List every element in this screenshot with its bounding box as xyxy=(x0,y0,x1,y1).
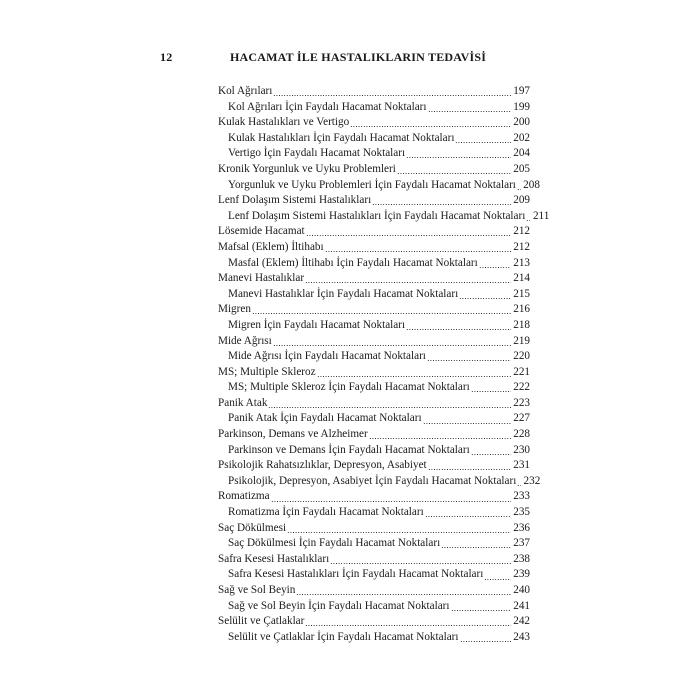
dot-leader xyxy=(252,313,511,314)
toc-subentry[interactable] xyxy=(218,131,530,147)
dot-leader xyxy=(451,610,511,611)
running-title: HACAMAT İLE HASTALIKLARIN TEDAVİSİ xyxy=(230,50,487,64)
toc-page-number: 227 xyxy=(513,412,530,425)
toc-page-number: 239 xyxy=(513,568,530,581)
dot-leader xyxy=(296,594,511,595)
toc-entry[interactable] xyxy=(218,224,530,240)
toc-entry[interactable] xyxy=(218,334,530,350)
toc-entry-title: Mide Ağrısı xyxy=(218,334,272,347)
toc-entry-title: Kol Ağrıları xyxy=(218,85,273,97)
toc-entry-title: Panik Atak İçin Faydalı Hacamat Noktaları xyxy=(228,412,422,425)
toc-entry-title: Panik Atak xyxy=(218,396,268,409)
toc-subentry[interactable] xyxy=(218,100,530,116)
toc-page-number: 199 xyxy=(513,100,530,113)
toc-entry-title: Mafsal (Eklem) İltihabı xyxy=(218,240,324,253)
toc-subentry[interactable] xyxy=(218,474,541,490)
dot-leader xyxy=(471,454,511,455)
dot-leader xyxy=(305,282,511,283)
toc-entry-title: Mide Ağrısı İçin Faydalı Hacamat Noktaları xyxy=(228,350,426,363)
dot-leader xyxy=(350,126,511,127)
toc-entry-title: Kulak Hastalıkları ve Vertigo xyxy=(218,116,350,129)
toc-subentry[interactable] xyxy=(218,505,530,521)
toc-entry-title: Masfal (Eklem) İltihabı İçin Faydalı Hacamat Noktaları xyxy=(228,256,478,269)
toc-subentry[interactable] xyxy=(218,256,530,272)
dot-leader xyxy=(526,220,530,221)
page-header xyxy=(160,50,540,70)
toc-entry-title: Safra Kesesi Hastalıkları İçin Faydalı Hacamat Noktaları xyxy=(228,568,484,581)
toc-entry-title: Sağ ve Sol Beyin xyxy=(218,584,296,596)
dot-leader xyxy=(305,625,511,626)
dot-leader xyxy=(406,329,511,330)
toc-entry-title: Sağ ve Sol Beyin İçin Faydalı Hacamat Noktaları xyxy=(228,599,450,612)
toc-page-number: 238 xyxy=(513,552,530,565)
dot-leader xyxy=(317,376,511,377)
dot-leader xyxy=(397,173,511,174)
toc-page-number: 200 xyxy=(513,116,530,129)
dot-leader xyxy=(459,298,511,299)
toc-entry[interactable] xyxy=(218,162,530,178)
toc-page-number: 212 xyxy=(513,240,530,253)
toc-subentry[interactable] xyxy=(218,349,530,365)
toc-page-number: 214 xyxy=(513,272,530,285)
toc-entry-title: Kulak Hastalıkları İçin Faydalı Hacamat Noktaları xyxy=(228,131,455,144)
toc-subentry[interactable] xyxy=(218,146,530,162)
toc-page-number: 237 xyxy=(513,537,530,550)
dot-leader xyxy=(428,469,511,470)
toc-page-number: 202 xyxy=(513,131,530,144)
dot-leader xyxy=(369,438,511,439)
toc-entry-title: Lenf Dolaşım Sistemi Hastalıkları İçin Faydalı Hacamat Noktaları xyxy=(228,209,526,222)
dot-leader xyxy=(517,485,521,486)
toc-entry[interactable] xyxy=(218,271,530,287)
dot-leader xyxy=(271,501,511,502)
toc-page-number: 236 xyxy=(513,521,530,534)
toc-entry[interactable] xyxy=(218,521,530,537)
toc-entry-title: Selülit ve Çatlaklar xyxy=(218,615,305,628)
dot-leader xyxy=(423,423,511,424)
toc-subentry[interactable] xyxy=(218,209,550,225)
dot-leader xyxy=(460,641,511,642)
toc-entry[interactable] xyxy=(218,115,530,131)
toc-entry[interactable] xyxy=(218,458,530,474)
toc-entry-title: Safra Kesesi Hastalıkları xyxy=(218,552,330,565)
toc-entry[interactable] xyxy=(218,302,530,318)
toc-page-number: 228 xyxy=(513,428,530,441)
dot-leader xyxy=(268,407,511,408)
toc-entry-title: Vertigo İçin Faydalı Hacamat Noktaları xyxy=(228,147,406,160)
toc-page-number: 212 xyxy=(513,225,530,238)
toc-page-number: 231 xyxy=(513,459,530,472)
toc-page-number: 242 xyxy=(513,615,530,628)
toc-page-number: 204 xyxy=(513,147,530,160)
dot-leader xyxy=(306,235,511,236)
dot-leader xyxy=(287,532,511,533)
toc-entry[interactable] xyxy=(218,552,530,568)
toc-page-number: 205 xyxy=(513,162,530,175)
toc-entry-title: Lenf Dolaşım Sistemi Hastalıkları xyxy=(218,194,372,207)
toc-subentry[interactable] xyxy=(218,380,530,396)
toc-entry[interactable] xyxy=(218,614,530,630)
toc-page-number: 222 xyxy=(513,381,530,394)
toc-page-number: 240 xyxy=(513,584,530,596)
dot-leader xyxy=(455,142,511,143)
toc-entry[interactable] xyxy=(218,365,530,381)
toc-entry-title: MS; Multiple Skleroz xyxy=(218,365,316,378)
toc-entry-title: Manevi Hastalıklar xyxy=(218,272,305,285)
toc-page-number: 208 xyxy=(523,178,540,191)
toc-page-number: 220 xyxy=(513,350,530,363)
toc-subentry[interactable] xyxy=(218,411,530,427)
toc-entry-title: Parkinson, Demans ve Alzheimer xyxy=(218,428,368,441)
page-number: 12 xyxy=(160,50,173,64)
toc-entry-title: Psikolojik, Depresyon, Asabiyet İçin Faydalı Hacamat Noktaları xyxy=(228,474,517,487)
toc-page-number: 223 xyxy=(513,396,530,409)
toc-entry-title: Manevi Hastalıklar İçin Faydalı Hacamat Noktaları xyxy=(228,287,459,300)
toc-entry-title: Kronik Yorgunluk ve Uyku Problemleri xyxy=(218,162,396,175)
toc-entry-title: Migren İçin Faydalı Hacamat Noktaları xyxy=(228,318,406,331)
toc-page-number: 209 xyxy=(513,194,530,207)
toc-entry-title: Romatizma xyxy=(218,490,270,503)
toc-page-number: 232 xyxy=(523,474,541,487)
toc-entry-title: Romatizma İçin Faydalı Hacamat Noktaları xyxy=(228,506,424,519)
toc-entry[interactable] xyxy=(218,84,530,100)
dot-leader xyxy=(428,111,511,112)
toc-entry-title: Kol Ağrıları İçin Faydalı Hacamat Noktaları xyxy=(228,100,427,113)
toc-entry-title: MS; Multiple Skleroz İçin Faydalı Hacamat Noktaları xyxy=(228,381,470,394)
toc-page-number: 219 xyxy=(513,334,530,347)
toc-page-number: 197 xyxy=(513,85,530,97)
toc-entry-title: Lösemide Hacamat xyxy=(218,225,305,238)
toc-entry-title: Parkinson ve Demans İçin Faydalı Hacamat Noktaları xyxy=(228,443,470,456)
toc-entry[interactable] xyxy=(218,583,530,599)
toc-entry-title: Saç Dökülmesi xyxy=(218,521,287,534)
toc-entry[interactable] xyxy=(218,240,530,256)
dot-leader xyxy=(406,157,511,158)
toc-subentry[interactable] xyxy=(218,630,530,646)
dot-leader xyxy=(325,251,511,252)
toc-entry[interactable] xyxy=(218,396,530,412)
toc-entry[interactable] xyxy=(218,489,530,505)
dot-leader xyxy=(517,189,521,190)
dot-leader xyxy=(330,563,511,564)
toc-entry-title: Psikolojik Rahatsızlıklar, Depresyon, Asabiyet xyxy=(218,459,427,472)
toc-entry-title: Saç Dökülmesi İçin Faydalı Hacamat Noktaları xyxy=(228,537,441,550)
dot-leader xyxy=(273,345,511,346)
dot-leader xyxy=(273,95,511,96)
dot-leader xyxy=(471,391,511,392)
dot-leader xyxy=(441,547,511,548)
toc-page-number: 233 xyxy=(513,490,530,503)
toc-entry-title: Migren xyxy=(218,303,251,316)
toc-page-number: 213 xyxy=(513,256,530,269)
toc-subentry[interactable] xyxy=(218,178,540,194)
toc-page-number: 211 xyxy=(532,209,550,222)
dot-leader xyxy=(372,204,511,205)
toc-page-number: 218 xyxy=(513,318,530,331)
toc-page-number: 235 xyxy=(513,506,530,519)
toc-subentry[interactable] xyxy=(218,443,530,459)
toc-page-number: 215 xyxy=(513,287,530,300)
table-of-contents xyxy=(218,84,550,645)
dot-leader xyxy=(425,516,511,517)
toc-entry[interactable] xyxy=(218,193,530,209)
dot-leader xyxy=(484,579,511,580)
toc-page-number: 241 xyxy=(513,599,530,612)
toc-page-number: 221 xyxy=(513,365,530,378)
toc-subentry[interactable] xyxy=(218,599,530,615)
toc-page-number: 216 xyxy=(513,303,530,316)
dot-leader xyxy=(479,267,511,268)
toc-entry-title: Selülit ve Çatlaklar İçin Faydalı Hacamat Noktaları xyxy=(228,630,459,643)
toc-subentry[interactable] xyxy=(218,536,530,552)
toc-entry[interactable] xyxy=(218,427,530,443)
toc-subentry[interactable] xyxy=(218,318,530,334)
dot-leader xyxy=(427,360,511,361)
toc-page-number: 243 xyxy=(513,630,530,643)
toc-page-number: 230 xyxy=(513,443,530,456)
toc-entry-title: Yorgunluk ve Uyku Problemleri İçin Faydalı Hacamat Noktaları xyxy=(228,178,516,191)
toc-subentry[interactable] xyxy=(218,567,530,583)
toc-subentry[interactable] xyxy=(218,287,530,303)
